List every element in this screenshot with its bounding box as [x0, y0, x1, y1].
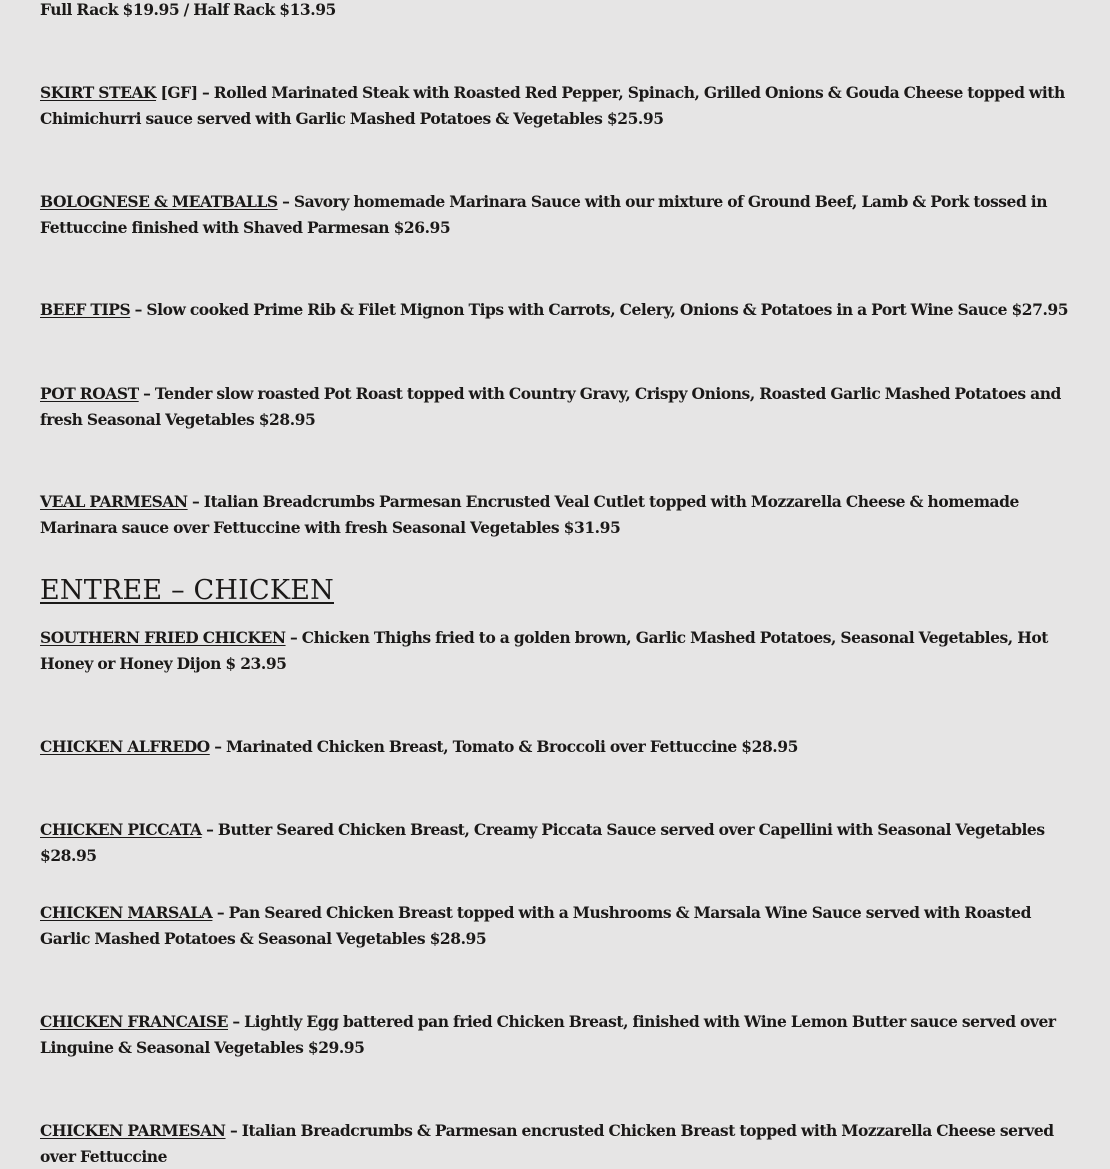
menu-item-desc: – Tender slow roasted Pot Roast topped with Country Gravy, Crispy Onions, Roasted Garlic Mashed Potatoes and fresh Seasonal Vegetables $28.95 [40, 384, 1061, 429]
menu-item-name: CHICKEN MARSALA [40, 903, 213, 922]
menu-item-bolognese-meatballs [40, 189, 1080, 240]
section-heading-chicken: ENTREE – CHICKEN [40, 575, 334, 606]
menu-item-desc: – Slow cooked Prime Rib & Filet Mignon Tips with Carrots, Celery, Onions & Potatoes in a Port Wine Sauce $27.95 [130, 300, 1069, 319]
menu-item-desc: – Chicken Thighs fried to a golden brown, Garlic Mashed Potatoes, Seasonal Vegetables, Hot Honey or Honey Dijon $ 23.95 [40, 628, 1048, 673]
menu-item-name: BOLOGNESE & MEATBALLS [40, 192, 278, 211]
menu-item-desc: Full Rack $19.95 / Half Rack $13.95 [40, 0, 336, 19]
menu-item-chicken-francaise [40, 1009, 1080, 1060]
menu-item-name: POT ROAST [40, 384, 139, 403]
menu-item-name: SKIRT STEAK [40, 83, 157, 102]
menu-item-veal-parmesan [40, 489, 1080, 540]
menu-item-desc: – Marinated Chicken Breast, Tomato & Broccoli over Fettuccine $28.95 [209, 737, 798, 756]
menu-item-desc: – Pan Seared Chicken Breast topped with a Mushrooms & Marsala Wine Sauce served with Roasted Garlic Mashed Potatoes & Seasonal Vegetables $28.95 [40, 903, 1031, 948]
menu-item-pot-roast [40, 381, 1080, 432]
menu-item-skirt-steak [40, 80, 1080, 131]
menu-item-desc: – Italian Breadcrumbs & Parmesan encrusted Chicken Breast topped with Mozzarella Cheese served over Fettuccine [40, 1121, 1054, 1166]
menu-item-name: CHICKEN FRANCAISE [40, 1012, 228, 1031]
menu-item-desc: – Italian Breadcrumbs Parmesan Encrusted Veal Cutlet topped with Mozzarella Cheese & homemade Marinara sauce over Fettuccine with fresh Seasonal Vegetables $31.95 [40, 492, 1019, 537]
menu-item-chicken-parmesan [40, 1118, 1080, 1169]
menu-item-chicken-piccata [40, 817, 1080, 868]
menu-item-desc: – Butter Seared Chicken Breast, Creamy Piccata Sauce served over Capellini with Seasonal Vegetables $28.95 [40, 820, 1045, 865]
menu-item-name: BEEF TIPS [40, 300, 131, 319]
menu-item-desc: – Lightly Egg battered pan fried Chicken Breast, finished with Wine Lemon Butter sauce served over Linguine & Seasonal Vegetables $29.95 [40, 1012, 1056, 1057]
menu-item-desc: [GF] – Rolled Marinated Steak with Roasted Red Pepper, Spinach, Grilled Onions & Gouda Cheese topped with Chimichurri sauce served with Garlic Mashed Potatoes & Vegetables $25.95 [40, 83, 1065, 128]
menu-item-southern-fried-chicken [40, 625, 1080, 676]
menu-item-name: CHICKEN ALFREDO [40, 737, 210, 756]
menu-item-name: CHICKEN PARMESAN [40, 1121, 226, 1140]
menu-item-beef-tips [40, 297, 1080, 323]
menu-item-name: VEAL PARMESAN [40, 492, 188, 511]
menu-item-desc: – Savory homemade Marinara Sauce with our mixture of Ground Beef, Lamb & Pork tossed in Fettuccine finished with Shaved Parmesan $26.95 [40, 192, 1048, 237]
menu-item-chicken-marsala [40, 900, 1080, 951]
menu-item-name: SOUTHERN FRIED CHICKEN [40, 628, 286, 647]
menu-item-name: CHICKEN PICCATA [40, 820, 202, 839]
menu-item-ribs-price [40, 0, 1080, 23]
menu-item-chicken-alfredo [40, 734, 1080, 760]
